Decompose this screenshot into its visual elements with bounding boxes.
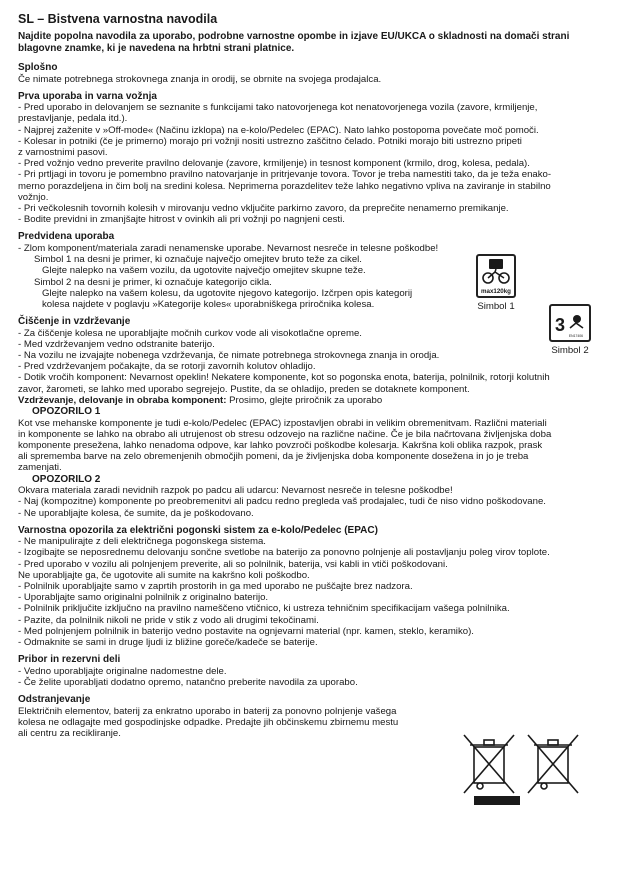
section-pribor xyxy=(18,654,608,688)
line: - Bodite previdni in zmanjšajte hitrost v ovinkih ali pri vožnji po nagnjeni cesti. xyxy=(18,214,345,226)
line: z varnostnimi pasovi. xyxy=(18,147,108,159)
crossed-bin-icons xyxy=(462,733,592,803)
line: - Uporabljajte samo originalni polnilnik z originalno baterijo. xyxy=(18,592,269,604)
line: - Polnilnik priključite izključno na pravilno nameščeno vtičnico, ki ustreza tehničnim specifikacijam vašega polnilnika. xyxy=(18,603,510,615)
line: - Izogibajte se neposrednemu delovanju sončne svetlobe na baterijo za ponovno polnjenje ali postavljanju poleg virov toplote. xyxy=(18,547,550,559)
line: ali centru za recikliranje. xyxy=(18,728,121,740)
line: - Pred vzdrževanjem počakajte, da se rotorji zavornih kolutov ohladijo. xyxy=(18,361,316,373)
category-3-icon xyxy=(551,306,589,340)
section-opozorilo-1 xyxy=(18,406,608,474)
line: - Med vzdrževanjem vedno odstranite baterijo. xyxy=(18,338,215,350)
line: - Dotik vročih komponent: Nevarnost opeklin! Nekatere komponente, kot so pogonska enota, baterija, polnilnik, rotorji kolutnih xyxy=(18,372,550,384)
section-opozorilo-2 xyxy=(18,474,608,519)
heading-elektricni: Varnostna opozorila za električni pogonski sistem za e-kolo/Pedelec (EPAC) xyxy=(18,524,378,536)
crossed-bin-icon-2 xyxy=(528,735,578,793)
line: Električnih elementov, baterij za enkratno uporabo in baterij za ponovno polnjenje vašega xyxy=(18,705,397,717)
crossed-bin-icon-1 xyxy=(464,735,514,793)
line: - Pred uporabo in delovanjem se seznanite s funkcijami tako natovorjenega kot nenatovorjenega vozila (zavore, krmiljenje, xyxy=(18,102,538,114)
symbol-1 xyxy=(466,254,526,312)
line: - Če želite uporabljati dodatno opremo, natančno preberite navodila za uporabo. xyxy=(18,676,358,688)
line: Glejte nalepko na vašem vozilu, da ugotovite največjo omejitev skupne teže. xyxy=(42,265,366,277)
line: - Odmaknite se sami in druge ljudi iz bližine goreče/kadeče se baterije. xyxy=(18,637,318,649)
line: - Ne uporabljajte kolesa, če sumite, da je poškodovano. xyxy=(18,507,254,519)
line: - Vedno uporabljajte originalne nadomestne dele. xyxy=(18,665,227,677)
symbol-2-label: Simbol 2 xyxy=(551,345,589,356)
section-prva-uporaba xyxy=(18,91,608,226)
symbol-1-label: Simbol 1 xyxy=(477,301,515,312)
line: - Najprej zaženite v »Off-mode« (Načinu izklopa) na e-kolo/Pedelec (EPAC). Nato lahko postopoma povečate moč pomoči. xyxy=(18,124,539,136)
section-ciscenje xyxy=(18,316,608,406)
symbol-2 xyxy=(540,304,600,356)
line: zamenjati. xyxy=(18,462,62,474)
vzdrzevanje-bold: Vzdrževanje, delovanje in obraba komponent: xyxy=(18,394,227,406)
cycle-category-icon xyxy=(549,304,591,342)
line: prestavljanje, pedala itd.). xyxy=(18,113,128,125)
line: Okvara materiala zaradi nevidnih razpok po padcu ali udarcu: Nevarnost nesreče in telesne poškodbe! xyxy=(18,485,453,497)
line: ali sprememba barve na zelo obremenjenih območjih pomeni, da je življenjska doba komponente dosežena in jo je treba xyxy=(18,451,529,463)
line: komponente presežena, lahko nenadoma odpove, kar lahko povzroči poškodbe kolesarja. Kakršna koli oblika razpok, prask xyxy=(18,439,543,451)
line: Simbol 1 na desni je primer, ki označuje največjo omejitev bruto teže za cikel. xyxy=(34,254,362,266)
line: - Zlom komponent/materiala zaradi nenamenske uporabe. Nevarnost nesreče in telesne poškodbe! xyxy=(18,242,439,254)
heading-predvidena: Predvidena uporaba xyxy=(18,231,115,243)
line: zavor, žarometi, se lahko med uporabo segrejejo. Pustite, da se ohladijo, preden se dotaknete komponent. xyxy=(18,383,470,395)
line: - Pred vožnjo vedno preverite pravilno delovanje (zavore, krmiljenje) in tesnost komponent (krmilo, drog, kolesa, pedala). xyxy=(18,158,530,170)
weee-bar xyxy=(474,796,520,805)
line: Kot vse mehanske komponente je tudi e-kolo/Pedelec (EPAC) izpostavljen obrabi in velikim obremenitvam. Različni materiali xyxy=(18,417,547,429)
cargo-bike-weight-icon xyxy=(478,256,514,296)
line: - Na vozilu ne izvajajte nobenega vzdrževanja, če nimate potrebnega strokovnega znanja in orodja. xyxy=(18,350,440,362)
line: - Ne manipulirajte z deli električnega pogonskega sistema. xyxy=(18,536,266,548)
heading-opozorilo-2: OPOZORILO 2 xyxy=(32,473,101,485)
line: Ne uporabljajte ga, če ugotovite ali sumite na kakršno koli poškodbo. xyxy=(18,569,310,581)
line: kolesa najdete v poglavju »Kategorije koles« uporabniškega priročnika kolesa. xyxy=(42,298,375,310)
heading-opozorilo-1: OPOZORILO 1 xyxy=(32,406,101,418)
line: Glejte nalepko na vašem kolesu, da ugotovite njegovo kategorijo. Izčrpen opis kategorij xyxy=(42,287,413,299)
line: vožnjo. xyxy=(18,191,49,203)
max-weight-icon xyxy=(476,254,516,298)
line: kolesa ne odlagajte med gospodinjske odpadke. Predajte jih občinskemu zbirnemu mestu xyxy=(18,716,399,728)
vzdrzevanje-line xyxy=(18,395,608,406)
text-splosno: Če nimate potrebnega strokovnega znanja in orodij, se obrnite na svojega prodajalca. xyxy=(18,73,382,85)
document-title: SL – Bistvena varnostna navodila xyxy=(18,12,218,26)
line: Simbol 2 na desni je primer, ki označuje kategorijo cikla. xyxy=(34,276,272,288)
line: - Za čiščenje kolesa ne uporabljajte močnih curkov vode ali visokotlačne opreme. xyxy=(18,327,362,339)
heading-pribor: Pribor in rezervni deli xyxy=(18,654,121,666)
line: - Naj (kompozitne) komponente po preobremenitvi ali padcu redno pregleda vaš prodajalec, tudi če niso vidno poškodovane. xyxy=(18,496,546,508)
heading-splosno: Splošno xyxy=(18,62,58,73)
heading-odstranjevanje: Odstranjevanje xyxy=(18,694,91,706)
intro-text: Najdite popolna navodila za uporabo, podrobne varnostne opombe in izjave EU/UKCA o skladnosti na domači strani blagovne znamke, ki je navedena na hrbtni strani platnice. xyxy=(18,31,570,54)
line: merno porazdeljena in čim bolj na sredini kolesa. Neprimerna porazdelitev teže lahko negativno vpliva na zaviranje in stabilno xyxy=(18,180,551,192)
section-elektricni xyxy=(18,525,608,649)
heading-ciscenje: Čiščenje in vzdrževanje xyxy=(18,316,131,328)
section-splosno xyxy=(18,62,608,85)
category-standard: EN17406 xyxy=(568,334,584,338)
max-weight-text: max120kg xyxy=(481,288,511,295)
category-number: 3 xyxy=(555,315,566,335)
line: - Pri večkolesnih tovornih kolesih v mirovanju vedno vključite parkirno zavoro, da preprečite nenamerno premikanje. xyxy=(18,203,509,215)
line: - Pred uporabo v vozilu ali polnjenjem preverite, ali so polnilnik, baterija, vsi kabli in vtiči poškodovani. xyxy=(18,558,448,570)
document-page xyxy=(18,12,608,745)
line: - Polnilnik uporabljajte samo v zaprtih prostorih in ga med uporabo ne puščajte brez nadzora. xyxy=(18,581,413,593)
line: - Pri prtljagi in tovoru je pomembno pravilno natovarjanje in pritrjevanje tovora. Tovor je treba namestiti tako, da je teža enako- xyxy=(18,169,552,181)
line: - Kolesar in potniki (če je primerno) morajo pri vožnji nositi ustrezno zaščitno čelado. Potniki morajo biti ustrezno pripeti xyxy=(18,135,522,147)
line: - Pazite, da polnilnik nikoli ne pride v stik z vodo ali drugimi tekočinami. xyxy=(18,614,319,626)
heading-prva-uporaba: Prva uporaba in varna vožnja xyxy=(18,90,157,102)
line: in komponente se lahko na obrabo ali utrujenost ob stresu odzovejo na različne načine. Če je bila načrtovana življenjska doba xyxy=(18,428,552,440)
line: - Med polnjenjem polnilnik in baterijo vedno postavite na ognjevarni material (npr. kamen, steklo, keramiko). xyxy=(18,625,474,637)
vzdrzevanje-rest: Prosimo, glejte priročnik za uporabo xyxy=(226,394,383,406)
